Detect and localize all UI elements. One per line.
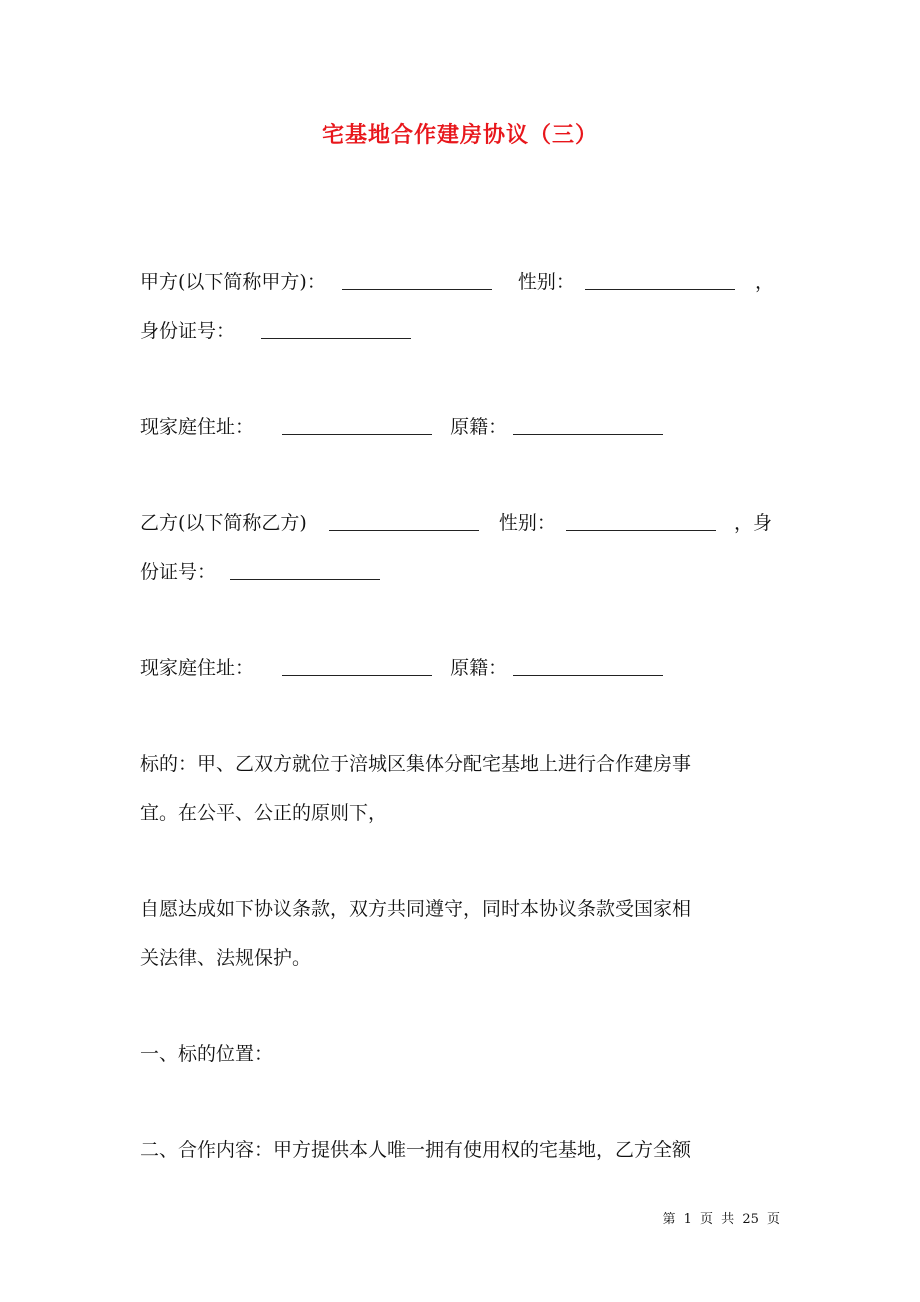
party-a-name-blank (342, 271, 492, 290)
party-a-address-line (140, 415, 663, 439)
agreement-line-1: 自愿达成如下协议条款，双方共同遵守，同时本协议条款受国家相 (140, 898, 692, 920)
party-b-id-line (140, 560, 380, 584)
party-a-origin-label: 原籍： (450, 416, 508, 438)
page-number: 第 1 页 共 25 页 (662, 1212, 780, 1227)
party-a-gender-label: 性别： (517, 271, 575, 293)
party-a-address-label: 现家庭住址： (140, 416, 255, 438)
party-b-id-label: 份证号： (140, 561, 217, 583)
party-b-line (140, 511, 772, 535)
party-b-address-label: 现家庭住址： (140, 657, 255, 679)
party-b-address-blank (282, 657, 432, 676)
section-2-text: 二、合作内容：甲方提供本人唯一拥有使用权的宅基地，乙方全额 (140, 1139, 692, 1161)
party-b-label: 乙方(以下简称乙方) (140, 512, 307, 534)
party-b-origin-label: 原籍： (450, 657, 508, 679)
party-a-line (140, 270, 774, 294)
party-a-address-blank (282, 416, 432, 435)
party-b-address-line (140, 656, 663, 680)
party-a-id-label: 身份证号： (140, 320, 236, 342)
party-b-origin-blank (513, 657, 663, 676)
party-a-origin-blank (513, 416, 663, 435)
party-a-gender-blank (585, 271, 735, 290)
agreement-line-2: 关法律、法规保护。 (140, 947, 312, 969)
party-a-id-line (140, 319, 411, 343)
party-b-id-blank (230, 561, 380, 580)
party-b-comma: ，身 (734, 512, 773, 534)
party-b-gender-blank (566, 512, 716, 531)
party-a-comma: ， (755, 271, 775, 293)
subject-line-1: 标的：甲、乙双方就位于涪城区集体分配宅基地上进行合作建房事 (140, 753, 692, 775)
party-b-name-blank (329, 512, 479, 531)
party-a-id-blank (261, 320, 411, 339)
party-b-gender-label: 性别： (498, 512, 556, 534)
section-1-heading: 一、标的位置： (140, 1043, 274, 1065)
subject-line-2: 宜。在公平、公正的原则下， (140, 802, 388, 824)
document-title: 宅基地合作建房协议（三） (321, 122, 598, 148)
party-a-label: 甲方(以下简称甲方)： (140, 271, 326, 293)
